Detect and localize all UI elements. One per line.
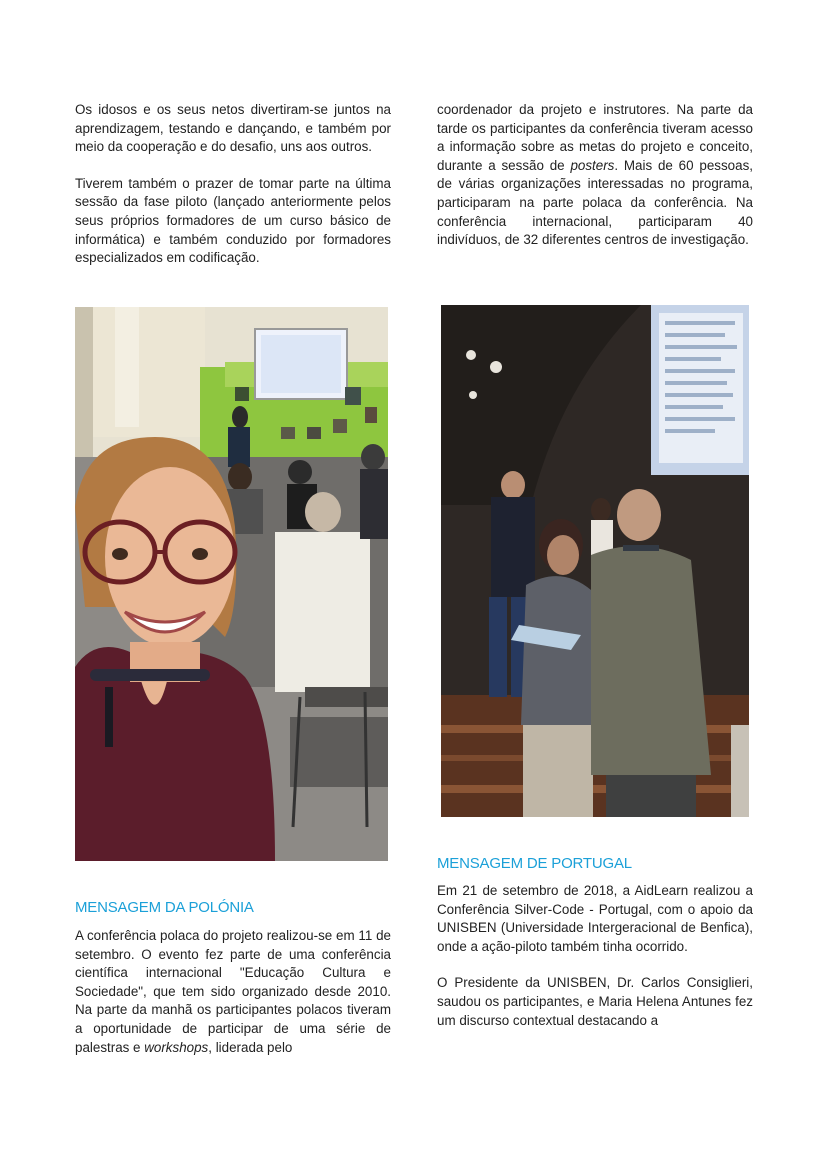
selfie-photo — [75, 307, 388, 861]
right-column-bottom — [437, 882, 753, 1030]
left-column-bottom — [75, 927, 391, 1057]
right-paragraph-2: Em 21 de setembro de 2018, a AidLearn realizou a Conferência Silver-Code - Portugal, com o apoio da UNISBEN (Universidade Intergeracional de Benfica), onde a ação-piloto também tinha ocorrido. — [437, 883, 753, 954]
left-paragraph-2: Tiverem também o prazer de tomar parte na última sessão da fase piloto (lançado anteriormente pelos seus próprios formadores de um curso básico de informática) e também conduzido por formadores especializados em codificação. — [75, 175, 391, 266]
auditorium-photo — [441, 305, 749, 817]
heading-polonia: MENSAGEM DA POLÓNIA — [75, 899, 254, 916]
right-paragraph-1: coordenador da projeto e instrutores. Na parte da tarde os participantes da conferência tiveram acesso a informação sobre as metas do projeto e conceito, durante a sessão de posters. Mais de 60 pessoas, de várias organizações interessadas no programa, participaram na parte polaca da conferência. Na conferência internacional, participaram 40 indivíduos, de 32 diferentes centros de investigação. — [437, 102, 753, 248]
left-paragraph-1: Os idosos e os seus netos divertiram-se juntos na aprendizagem, testando e dançando, e também por meio da cooperação e do desafio, uns aos outros. — [75, 102, 391, 155]
right-paragraph-3: O Presidente da UNISBEN, Dr. Carlos Consiglieri, saudou os participantes, e Maria Helena Antunes fez um discurso contextual destacando a — [437, 975, 753, 1028]
left-paragraph-3: A conferência polaca do projeto realizou-se em 11 de setembro. O evento fez parte de uma conferência científica internacional "Educação Cultura e Sociedade", que tem sido organizado desde 2010. Na parte da manhã os participantes polacos tiveram a oportunidade de participar de uma série de palestras e workshops, liderada pelo — [75, 928, 391, 1055]
right-column-top — [437, 101, 753, 250]
left-column-top — [75, 101, 391, 268]
heading-portugal: MENSAGEM DE PORTUGAL — [437, 855, 632, 872]
